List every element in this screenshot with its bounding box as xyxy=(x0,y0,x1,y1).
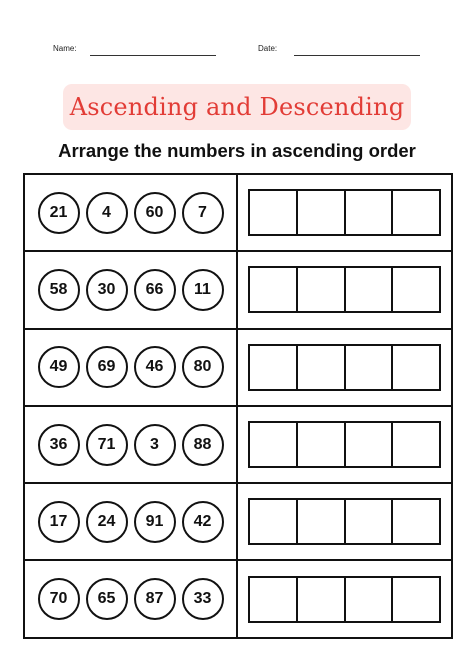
number-circle: 58 xyxy=(38,269,80,311)
answer-boxes xyxy=(248,421,441,468)
answer-box[interactable] xyxy=(393,191,439,234)
answer-box[interactable] xyxy=(250,578,298,621)
number-circle: 71 xyxy=(86,424,128,466)
exercise-row xyxy=(23,250,453,329)
number-circle: 65 xyxy=(86,578,128,620)
answer-box[interactable] xyxy=(298,578,346,621)
answer-box[interactable] xyxy=(393,346,439,389)
exercise-row xyxy=(23,482,453,561)
numbers-cell xyxy=(25,175,238,250)
date-label: Date: xyxy=(258,44,278,53)
answer-cell xyxy=(238,252,451,327)
exercise-row xyxy=(23,559,453,638)
date-field[interactable] xyxy=(294,55,420,56)
number-circle: 11 xyxy=(182,269,224,311)
number-circle: 80 xyxy=(182,346,224,388)
answer-cell xyxy=(238,407,451,482)
instruction-text: Arrange the numbers in ascending order xyxy=(58,140,416,161)
exercise-grid xyxy=(23,173,453,639)
number-circle: 42 xyxy=(182,501,224,543)
answer-box[interactable] xyxy=(393,423,439,466)
answer-box[interactable] xyxy=(393,500,439,543)
answer-box[interactable] xyxy=(346,191,394,234)
number-circle: 4 xyxy=(86,192,128,234)
answer-boxes xyxy=(248,576,441,623)
answer-box[interactable] xyxy=(346,578,394,621)
number-circle: 46 xyxy=(134,346,176,388)
answer-cell xyxy=(238,561,451,636)
answer-box[interactable] xyxy=(346,423,394,466)
answer-boxes xyxy=(248,266,441,313)
answer-box[interactable] xyxy=(298,500,346,543)
name-field[interactable] xyxy=(90,55,216,56)
numbers-cell xyxy=(25,252,238,327)
answer-cell xyxy=(238,484,451,559)
number-circle: 17 xyxy=(38,501,80,543)
name-label: Name: xyxy=(53,44,77,53)
exercise-row xyxy=(23,405,453,484)
exercise-row xyxy=(23,173,453,252)
answer-box[interactable] xyxy=(250,500,298,543)
number-circle: 30 xyxy=(86,269,128,311)
number-circle: 33 xyxy=(182,578,224,620)
numbers-cell xyxy=(25,561,238,636)
answer-cell xyxy=(238,175,451,250)
answer-boxes xyxy=(248,189,441,236)
answer-box[interactable] xyxy=(298,346,346,389)
numbers-cell xyxy=(25,484,238,559)
answer-box[interactable] xyxy=(346,268,394,311)
number-circle: 49 xyxy=(38,346,80,388)
number-circle: 3 xyxy=(134,424,176,466)
number-circle: 88 xyxy=(182,424,224,466)
number-circle: 24 xyxy=(86,501,128,543)
answer-box[interactable] xyxy=(250,423,298,466)
answer-box[interactable] xyxy=(298,268,346,311)
answer-boxes xyxy=(248,498,441,545)
number-circle: 60 xyxy=(134,192,176,234)
answer-box[interactable] xyxy=(250,268,298,311)
number-circle: 7 xyxy=(182,192,224,234)
answer-box[interactable] xyxy=(346,346,394,389)
answer-box[interactable] xyxy=(393,268,439,311)
exercise-row xyxy=(23,328,453,407)
answer-box[interactable] xyxy=(250,191,298,234)
number-circle: 21 xyxy=(38,192,80,234)
answer-box[interactable] xyxy=(298,423,346,466)
number-circle: 91 xyxy=(134,501,176,543)
numbers-cell xyxy=(25,330,238,405)
page-title: Ascending and Descending xyxy=(69,93,405,121)
numbers-cell xyxy=(25,407,238,482)
answer-box[interactable] xyxy=(346,500,394,543)
answer-box[interactable] xyxy=(250,346,298,389)
number-circle: 69 xyxy=(86,346,128,388)
number-circle: 66 xyxy=(134,269,176,311)
answer-box[interactable] xyxy=(298,191,346,234)
answer-cell xyxy=(238,330,451,405)
answer-boxes xyxy=(248,344,441,391)
number-circle: 70 xyxy=(38,578,80,620)
number-circle: 87 xyxy=(134,578,176,620)
answer-box[interactable] xyxy=(393,578,439,621)
title-banner xyxy=(63,84,411,130)
number-circle: 36 xyxy=(38,424,80,466)
